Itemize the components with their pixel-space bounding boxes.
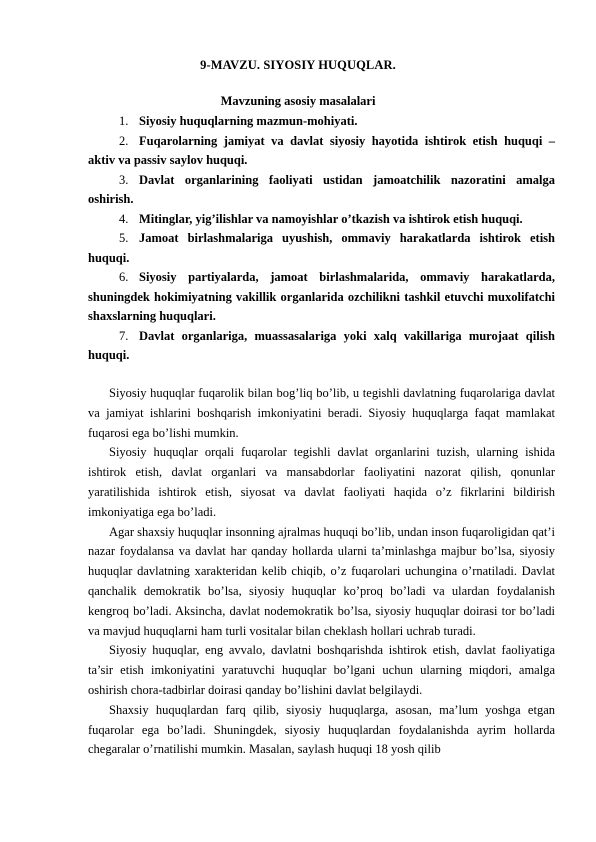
list-item-text: Fuqarolarning jamiyat va davlat siyosiy hayotida ishtirok etish huquqi – aktiv va passiv saylov huquqi. <box>88 133 555 167</box>
list-item-number: 5. <box>119 231 129 245</box>
list-item <box>88 327 555 366</box>
paragraph: Shaxsiy huquqlardan farq qilib, siyosiy huquqlarga, asosan, ma’lum yoshga etgan fuqarolar ega bo’ladi. Shuningdek, siyosiy huquqlardan foydalanishda ayrim hollarda chegaralar o’rnatilishi mumkin. Masalan, saylash huquqi 18 yosh qilib <box>88 702 555 757</box>
list-item <box>88 229 555 268</box>
list-item-text: Mitinglar, yig’ilishlar va namoyishlar o’tkazish va ishtirok etish huquqi. <box>139 211 523 226</box>
list-item-number: 1. <box>119 114 129 128</box>
list-item <box>88 268 555 327</box>
list-item-number: 7. <box>119 328 129 343</box>
topics-list <box>88 112 555 366</box>
body-text <box>88 384 555 760</box>
list-item-number: 2. <box>119 133 129 148</box>
paragraph: Agar shaxsiy huquqlar insonning ajralmas huquqi bo’lib, undan inson fuqaroligidan qat’i nazar foydalansa va davlat har qanday hollarda ularni ta’minlashga majbur bo’lsa, siyosiy huquqlar davlatning xarakteridan kelib chiqib, o’z fuqarolari uchungina o’rnatiladi. Davlat qanchalik demokratik bo’lsa, siyosiy huquqlar ko’proq bo’ladi va ulardan foydalanish kengroq bo’ladi. Aksincha, davlat nodemokratik bo’lsa, siyosiy huquqlar doirasi tor bo’ladi va mavjud huquqlarni ham turli vositalar bilan cheklash hollari uchrab turadi. <box>88 524 555 638</box>
paragraph: Siyosiy huquqlar orqali fuqarolar tegishli davlat organlarini tuzish, ularning ishida ishtirok etish, davlat organlari va mansabdorlar faoliyatini nazorat qilish, qonunlar yaratilishida ishtirok etish, siyosat va davlat faoliyati haqida o’z fikrlarini bildirish imkoniyatiga ega bo’ladi. <box>88 445 555 519</box>
list-item-number: 3. <box>119 172 129 187</box>
list-item-text: Siyosiy huquqlarning mazmun-mohiyati. <box>139 114 358 128</box>
section-subtitle: Mavzuning asosiy masalalari <box>220 94 376 108</box>
list-item <box>88 210 555 230</box>
list-item-text: Jamoat birlashmalariga uyushish, ommaviy harakatlarda ishtirok etish huquqi. <box>88 231 555 265</box>
list-item <box>88 171 555 210</box>
list-item-number: 6. <box>119 270 129 284</box>
list-item <box>88 112 555 132</box>
paragraph: Siyosiy huquqlar, eng avvalo, davlatni boshqarishda ishtirok etish, davlat faoliyatiga ta’sir etish imkoniyatini yaratuvchi huquqlar bo’lgani uchun ularning miqdori, amalga oshirish chora-tadbirlar doirasi qanday bo’lishini davlat belgilaydi. <box>88 643 555 697</box>
list-item-text: Davlat organlarining faoliyati ustidan jamoatchilik nazoratini amalga oshirish. <box>88 172 555 206</box>
page-title: 9-MAVZU. SIYOSIY HUQUQLAR. <box>200 58 396 72</box>
paragraph: Siyosiy huquqlar fuqarolik bilan bog’liq bo’lib, u tegishli davlatning fuqarolariga davlat va jamiyat ishlarini boshqarish imkoniyatini beradi. Siyosiy huquqlarga faqat mamlakat fuqarosi ega bo’lishi mumkin. <box>88 386 555 440</box>
list-item <box>88 132 555 171</box>
list-item-number: 4. <box>119 211 129 226</box>
list-item-text: Siyosiy partiyalarda, jamoat birlashmalarida, ommaviy harakatlarda, shuningdek hokimiyatning vakillik organlarida ozchilikni tashkil etuvchi muxolifatchi shaxslarning huquqlari. <box>88 270 555 323</box>
list-item-text: Davlat organlariga, muassasalariga yoki xalq vakillariga murojaat qilish huquqi. <box>88 328 555 362</box>
